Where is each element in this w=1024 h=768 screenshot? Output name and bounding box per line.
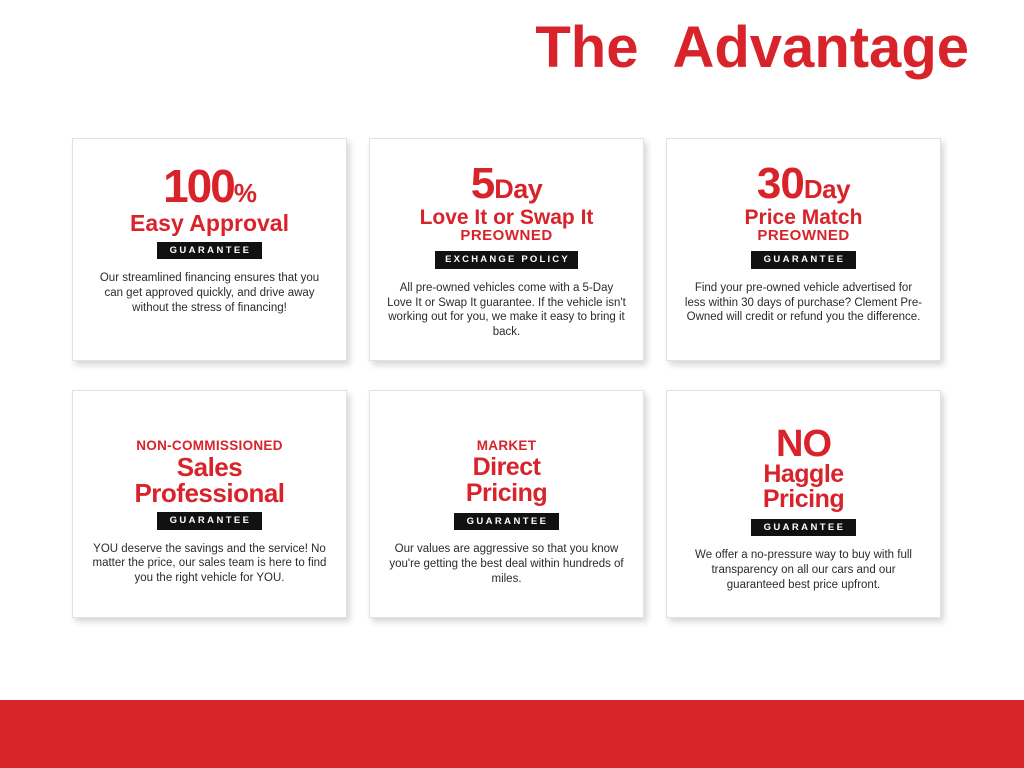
- card-love-it-or-swap-it[interactable]: [369, 138, 644, 361]
- headline-percent-symbol: %: [233, 178, 256, 208]
- status-badge: GUARANTEE: [454, 513, 560, 530]
- card-no-haggle-pricing[interactable]: [666, 390, 941, 618]
- headline-line-1: Sales: [176, 451, 243, 482]
- card-body-text: Find your pre-owned vehicle advertised for less within 30 days of purchase? Clement Pre-Owned will credit or refund you the difference.: [684, 281, 923, 324]
- card-price-match[interactable]: [666, 138, 941, 361]
- card-body-text: Our values are aggressive so that you know you're getting the best deal within hundreds of miles.: [389, 543, 624, 585]
- card-headline-block: [134, 439, 284, 530]
- card-easy-approval[interactable]: [72, 138, 347, 361]
- page-title-brand: The: [535, 15, 639, 80]
- headline-line-2: Professional: [134, 477, 285, 508]
- headline-kicker: NON-COMMISSIONED: [136, 438, 283, 453]
- headline-line-2: Pricing: [762, 484, 845, 513]
- status-badge: EXCHANGE POLICY: [435, 251, 578, 268]
- card-headline-block: [420, 151, 594, 269]
- headline-number: 5: [470, 159, 495, 208]
- headline-no: NO: [776, 423, 831, 465]
- headline-subtitle: Easy Approval: [130, 209, 289, 236]
- headline-line-1: Direct: [472, 452, 541, 481]
- headline-line-2: PREOWNED: [460, 226, 553, 244]
- headline-line-1: Price Match: [744, 205, 863, 229]
- card-body-text: We offer a no-pressure way to buy with full transparency on all our cars and our guaranteed best price upfront.: [695, 549, 912, 591]
- card-headline-block: [745, 151, 863, 269]
- page-title-rest: Advantage: [672, 15, 969, 80]
- card-non-commissioned-sales[interactable]: [72, 390, 347, 618]
- headline-line-2: Pricing: [465, 478, 548, 507]
- status-badge: GUARANTEE: [157, 512, 263, 529]
- headline-5-day: [470, 159, 543, 208]
- headline-number: 100: [163, 160, 234, 212]
- page-title: [535, 14, 969, 81]
- footer-accent-bar: [0, 700, 1024, 768]
- headline-100-percent: [163, 160, 256, 212]
- headline-kicker: MARKET: [476, 438, 537, 453]
- status-badge: GUARANTEE: [157, 242, 263, 259]
- headline-day-label: Day: [494, 174, 543, 204]
- card-headline-block: [130, 151, 289, 259]
- advantage-card-grid: [72, 138, 960, 618]
- headline-30-day: [756, 159, 851, 208]
- status-badge: GUARANTEE: [751, 251, 857, 268]
- headline-line-1: Love It or Swap It: [419, 205, 594, 229]
- page-header: [0, 0, 1024, 100]
- card-headline-block: [454, 439, 560, 530]
- card-body-text: YOU deserve the savings and the service! No matter the price, our sales team is here to find you the right vehicle for YOU.: [92, 542, 327, 585]
- card-body-text: All pre-owned vehicles come with a 5-Day Love It or Swap It guarantee. If the vehicle isn't working out for you, we make it easy to bring it back.: [387, 281, 626, 338]
- card-headline-block: [751, 423, 857, 536]
- headline-line-2: PREOWNED: [757, 226, 850, 244]
- headline-line-1: Haggle: [763, 459, 844, 488]
- card-market-direct-pricing[interactable]: [369, 390, 644, 618]
- headline-number: 30: [756, 159, 804, 208]
- headline-day-label: Day: [803, 174, 851, 204]
- status-badge: GUARANTEE: [751, 519, 857, 536]
- card-body-text: Our streamlined financing ensures that you can get approved quickly, and drive away without the stress of financing!: [99, 272, 320, 314]
